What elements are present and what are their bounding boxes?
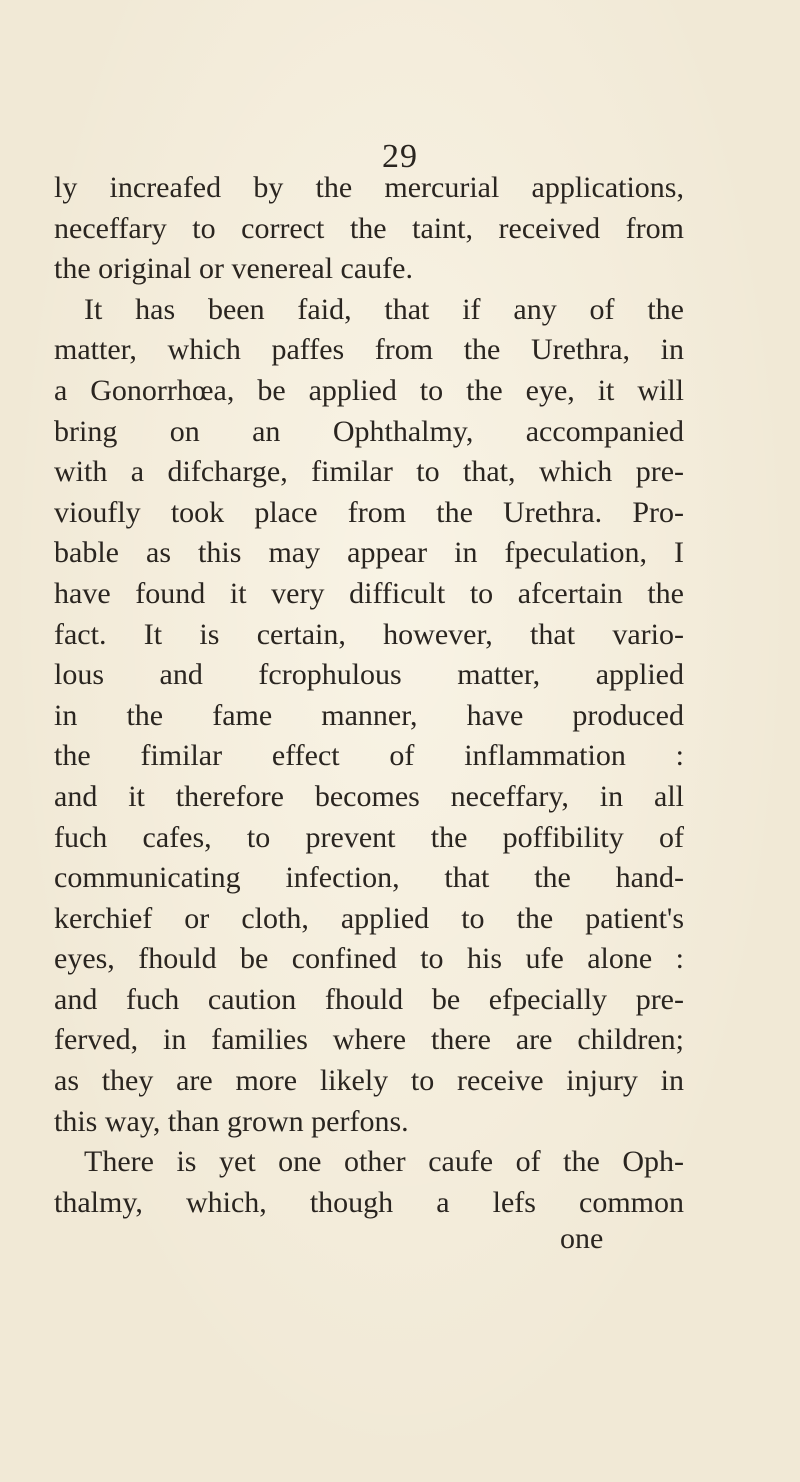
text-line: communicating infection, that the hand- (54, 861, 684, 895)
text-line: kerchief or cloth, applied to the patient's (54, 901, 684, 935)
text-line: as they are more likely to receive injury in (54, 1064, 684, 1098)
text-line: the original or venereal caufe. (54, 252, 413, 286)
text-line: and it therefore becomes neceffary, in all (54, 779, 684, 813)
text-line: in the fame manner, have produced (54, 698, 684, 732)
text-line: a Gonorrhœa, be applied to the eye, it will (54, 373, 684, 407)
text-line: the fimilar effect of inflammation : (54, 739, 684, 773)
body-text (54, 168, 684, 1223)
text-line: thalmy, which, though a lefs common (54, 1185, 684, 1219)
text-line: neceffary to correct the taint, received from (54, 211, 684, 245)
text-line: lous and fcrophulous matter, applied (54, 658, 684, 692)
text-line: this way, than grown perfons. (54, 1104, 409, 1138)
text-line: eyes, fhould be confined to his ufe alone : (54, 942, 684, 976)
text-line: with a difcharge, fimilar to that, which pre- (54, 455, 684, 489)
text-line: ly increafed by the mercurial applications, (54, 171, 684, 204)
text-line: bable as this may appear in fpeculation, I (54, 536, 684, 570)
text-line: matter, which paffes from the Urethra, in (54, 333, 684, 367)
text-line: There is yet one other caufe of the Oph- (84, 1145, 684, 1179)
text-line: vioufly took place from the Urethra. Pro- (54, 495, 684, 529)
text-line: have found it very difficult to afcertain the (54, 576, 684, 610)
text-line: fuch cafes, to prevent the poffibility of (54, 820, 684, 854)
text-line: It has been faid, that if any of the (84, 292, 684, 326)
text-line: fact. It is certain, however, that vario- (54, 617, 684, 651)
text-line: bring on an Ophthalmy, accompanied (54, 414, 684, 448)
text-line: ferved, in families where there are children; (54, 1023, 684, 1057)
text-line: and fuch caution fhould be efpecially pre- (54, 982, 684, 1016)
page-number: 29 (382, 138, 418, 175)
catchword: one (560, 1222, 604, 1255)
